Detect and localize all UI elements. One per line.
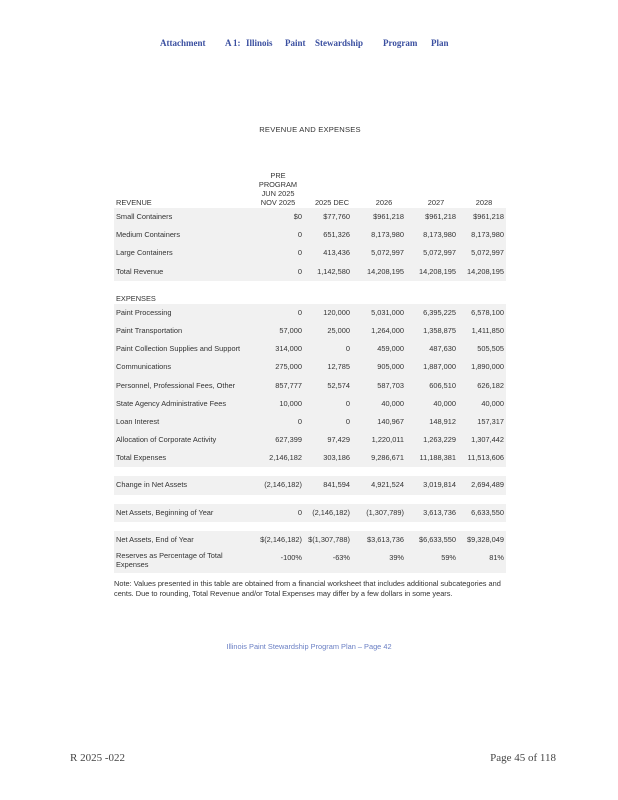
table-row [114, 395, 506, 413]
table-cell: $77,760 [323, 212, 350, 221]
table-cell: (1,307,789) [366, 507, 404, 517]
table-cell: 5,072,997 [471, 248, 504, 258]
header-word: Program [383, 38, 418, 48]
table-header-row [114, 142, 506, 208]
table-cell: 1,142,580 [317, 266, 350, 276]
table-cell: 39% [389, 553, 404, 562]
table-cell: $6,633,550 [419, 534, 456, 544]
table-cell: 0 [297, 266, 302, 276]
table-cell: 0 [345, 344, 350, 354]
table-cell: 6,633,550 [471, 507, 504, 517]
row-label: Total Expenses [116, 453, 167, 463]
table-cell: 5,072,997 [423, 248, 456, 258]
row-label: Paint Transportation [116, 325, 183, 335]
table-cell: $961,218 [473, 212, 504, 221]
table-row [114, 476, 506, 494]
table-cell: 905,000 [377, 362, 404, 372]
header-word: A [225, 38, 232, 48]
header-word: Plan [431, 38, 449, 48]
table-cell: $(2,146,182) [260, 534, 302, 544]
table-cell: 459,000 [377, 344, 404, 354]
table-cell: 148,912 [429, 416, 456, 426]
row-label: Paint Processing [116, 307, 172, 317]
row-label: Small Containers [116, 212, 173, 221]
column-header: PRE PROGRAM JUN 2025 NOV 2025 [258, 171, 298, 207]
header-word: Illinois [246, 38, 273, 48]
table-cell: $9,328,049 [467, 534, 504, 544]
table-cell: 841,594 [323, 480, 350, 490]
table-cell: -100% [280, 553, 302, 562]
table-cell: 9,286,671 [371, 453, 404, 463]
table-row [114, 531, 506, 549]
row-label: Personnel, Professional Fees, Other [116, 380, 236, 390]
table-cell: 606,510 [429, 380, 456, 390]
table-row [114, 304, 506, 322]
table-row [114, 504, 506, 522]
table-row [114, 413, 506, 431]
table-cell: 4,921,524 [371, 480, 404, 490]
table-cell: 0 [297, 507, 302, 517]
column-header: 2025 DEC [314, 198, 350, 207]
table-row [114, 377, 506, 395]
table-cell: 6,578,100 [471, 307, 504, 317]
row-label: State Agency Administrative Fees [116, 398, 227, 408]
table-cell: 81% [489, 553, 504, 562]
table-cell: 1,358,875 [423, 325, 456, 335]
table-cell: 40,000 [481, 398, 504, 408]
table-cell: 1,890,000 [471, 362, 504, 372]
table-cell: 25,000 [327, 325, 350, 335]
table-cell: 275,000 [275, 362, 302, 372]
inner-footer: Illinois Paint Stewardship Program Plan – Page 42 [226, 642, 392, 651]
table-cell: 6,395,225 [423, 307, 456, 317]
table-cell: 11,513,606 [467, 453, 504, 463]
table-row [114, 226, 506, 244]
table-cell: 651,326 [323, 230, 350, 240]
table-cell: (2,146,182) [264, 480, 302, 490]
table-row [114, 549, 506, 573]
table-cell: 8,173,980 [471, 230, 504, 240]
table-cell: 303,186 [323, 453, 350, 463]
table-cell: 505,505 [477, 344, 504, 354]
column-header: 2026 [375, 198, 393, 207]
header-word: 1: [233, 38, 241, 48]
table-cell: 2,146,182 [269, 453, 302, 463]
table-cell: 627,399 [275, 435, 302, 445]
table-cell: 157,317 [477, 416, 504, 426]
page-number: Page 45 of 118 [490, 752, 556, 764]
row-label: Medium Containers [116, 230, 181, 240]
revenue-label: REVENUE [116, 198, 152, 207]
table-cell: (2,146,182) [312, 507, 350, 517]
table-cell: 5,031,000 [371, 307, 404, 317]
table-cell: 1,411,850 [471, 325, 504, 335]
table-cell: 1,264,000 [371, 325, 404, 335]
table-cell: 120,000 [323, 307, 350, 317]
table-cell: 8,173,980 [371, 230, 404, 240]
column-header: 2027 [427, 198, 445, 207]
row-label: Allocation of Corporate Activity [116, 435, 217, 445]
row-label: Net Assets, Beginning of Year [116, 507, 214, 517]
table-cell: 12,785 [327, 362, 350, 372]
table-cell: 0 [297, 248, 302, 258]
table-cell: 1,263,229 [423, 435, 456, 445]
table-cell: 14,208,195 [467, 266, 504, 276]
row-label: Communications [116, 362, 172, 372]
row-label: Loan Interest [116, 416, 160, 426]
table-row [114, 449, 506, 467]
table-cell: 57,000 [279, 325, 302, 335]
table-cell: 0 [345, 398, 350, 408]
table-cell: 10,000 [279, 398, 302, 408]
table-cell: 413,436 [323, 248, 350, 258]
table-cell: 59% [441, 553, 456, 562]
table-cell: 626,182 [477, 380, 504, 390]
table-cell: 1,887,000 [423, 362, 456, 372]
row-label: Large Containers [116, 248, 173, 258]
table-cell: 2,694,489 [471, 480, 504, 490]
table-cell: $(1,307,788) [308, 534, 350, 544]
table-cell: 140,967 [377, 416, 404, 426]
table-cell: 14,208,195 [367, 266, 404, 276]
table-cell: $961,218 [373, 212, 404, 221]
table-cell: 587,703 [377, 380, 404, 390]
row-label: Change in Net Assets [116, 480, 188, 490]
table-cell: 11,188,381 [419, 453, 456, 463]
row-label: Reserves as Percentage of Total Expenses [116, 551, 223, 569]
table-cell: 52,574 [327, 380, 350, 390]
row-label: Net Assets, End of Year [116, 534, 194, 544]
revenue-expenses-table [114, 125, 506, 599]
table-cell: 40,000 [381, 398, 404, 408]
table-row [114, 340, 506, 358]
table-cell: 0 [297, 230, 302, 240]
table-cell: $3,613,736 [367, 534, 404, 544]
table-note: Note: Values presented in this table are obtained from a financial worksheet that includes additional subcategories and cents. Due to rounding, Total Revenue and/or Total Expenses may differ by a few dollars in some years. [114, 579, 501, 598]
table-title: REVENUE AND EXPENSES [259, 125, 361, 134]
table-cell: 5,072,997 [371, 248, 404, 258]
table-cell: 8,173,980 [423, 230, 456, 240]
table-cell: 3,613,736 [423, 507, 456, 517]
table-cell: 0 [297, 416, 302, 426]
table-row [114, 358, 506, 376]
table-row [114, 244, 506, 262]
table-cell: 314,000 [275, 344, 302, 354]
document-id: R 2025 -022 [70, 752, 125, 764]
expenses-label: EXPENSES [116, 293, 156, 303]
table-cell: -63% [332, 553, 350, 562]
table-row [114, 208, 506, 226]
table-cell: 1,307,442 [471, 435, 504, 445]
table-cell: 857,777 [275, 380, 302, 390]
header-word: Attachment [160, 38, 206, 48]
page-header [0, 38, 618, 52]
table-cell: $961,218 [425, 212, 456, 221]
expenses-heading [114, 290, 506, 304]
header-word: Stewardship [315, 38, 364, 48]
table-cell: $0 [293, 212, 302, 221]
table-cell: 1,220,011 [371, 435, 404, 445]
table-cell: 14,208,195 [419, 266, 456, 276]
row-label: Total Revenue [116, 266, 164, 276]
table-cell: 3,019,814 [423, 480, 456, 490]
table-cell: 0 [345, 416, 350, 426]
header-word: Paint [285, 38, 306, 48]
table-cell: 0 [297, 307, 302, 317]
table-cell: 40,000 [433, 398, 456, 408]
table-cell: 487,630 [429, 344, 456, 354]
row-label: Paint Collection Supplies and Support [116, 344, 241, 354]
column-header: 2028 [475, 198, 493, 207]
table-row [114, 322, 506, 340]
table-row [114, 431, 506, 449]
table-cell: 97,429 [327, 435, 350, 445]
table-row [114, 263, 506, 281]
